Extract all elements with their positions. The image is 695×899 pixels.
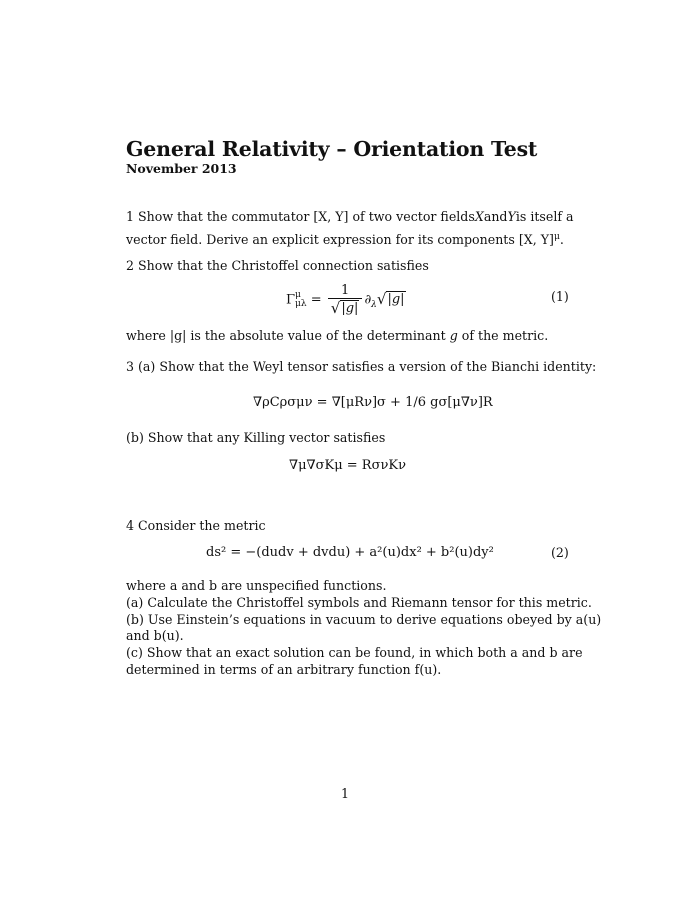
eq1-gamma-sup: μ bbox=[295, 290, 301, 300]
eq1-fraction bbox=[328, 283, 363, 317]
q1-line-2-text: vector field. Derive an explicit expression for its components [X, Y] bbox=[126, 232, 554, 248]
q4-line-6: determined in terms of an arbitrary function f(u). bbox=[126, 662, 442, 677]
q4-line-2: (a) Calculate the Christoffel symbols and Riemann tensor for this metric. bbox=[126, 595, 592, 610]
q1-and: and bbox=[483, 209, 508, 224]
eq1-sqrt-text: |g| bbox=[387, 291, 405, 307]
equation-1-number: (1) bbox=[551, 289, 569, 304]
q4-intro: 4 Consider the metric bbox=[126, 518, 266, 533]
eq1-gamma-sub: μλ bbox=[295, 299, 307, 309]
eq1-partial-sub: λ bbox=[371, 300, 377, 311]
q1-line-2-sup: μ bbox=[553, 232, 560, 242]
q2-intro: 2 Show that the Christoffel connection satisfies bbox=[126, 258, 429, 273]
document-date: November 2013 bbox=[126, 161, 237, 176]
equation-killing: ∇μ∇σKμ = RσνKν bbox=[289, 458, 406, 473]
q1-line-1 bbox=[126, 207, 574, 227]
q3-intro: 3 (a) Show that the Weyl tensor satisfies a version of the Bianchi identity: bbox=[126, 359, 597, 374]
eq1-sqrt: √ |g| bbox=[376, 289, 405, 308]
q1-var-y: Y bbox=[507, 209, 516, 224]
document-title: General Relativity – Orientation Test bbox=[126, 137, 538, 161]
q1-line-2-end: . bbox=[559, 232, 564, 248]
page-number: 1 bbox=[341, 786, 350, 801]
q3b-intro: (b) Show that any Killing vector satisfies bbox=[126, 430, 386, 445]
eq1-numerator: 1 bbox=[340, 283, 350, 298]
q4-line-1: where a and b are unspecified functions. bbox=[126, 578, 387, 593]
eq1-gamma: Γ bbox=[286, 292, 296, 308]
q1-line-2 bbox=[126, 227, 568, 250]
q2-after-text: where |g| is the absolute value of the determinant bbox=[126, 328, 446, 343]
equation-weyl-bianchi: ∇ρCρσμν = ∇[μRν]σ + 1/6 gσ[μ∇ν]R bbox=[253, 395, 493, 410]
q4-line-5: (c) Show that an exact solution can be found, in which both a and b are bbox=[126, 645, 583, 660]
equation-1 bbox=[286, 283, 406, 317]
q1-var-x: X bbox=[474, 209, 484, 224]
equation-2: ds² = −(dudv + dvdu) + a²(u)dx² + b²(u)dy² bbox=[206, 545, 494, 560]
q2-after-end: of the metric. bbox=[461, 328, 549, 343]
q4-line-4: and b(u). bbox=[126, 628, 184, 643]
q1-text-right: is itself a bbox=[515, 209, 574, 224]
equation-2-number: (2) bbox=[551, 545, 569, 560]
eq1-den-text: |g| bbox=[341, 301, 359, 316]
eq1-denominator: √ |g| bbox=[328, 298, 363, 317]
eq1-partial: ∂ bbox=[364, 292, 372, 308]
eq1-equals: = bbox=[310, 292, 322, 308]
q1-text-left: 1 Show that the commutator [X, Y] of two vector fields bbox=[126, 209, 475, 224]
q2-after-g: g bbox=[449, 328, 458, 343]
q4-line-3: (b) Use Einstein’s equations in vacuum to derive equations obeyed by a(u) bbox=[126, 612, 602, 627]
q2-after bbox=[126, 326, 568, 346]
